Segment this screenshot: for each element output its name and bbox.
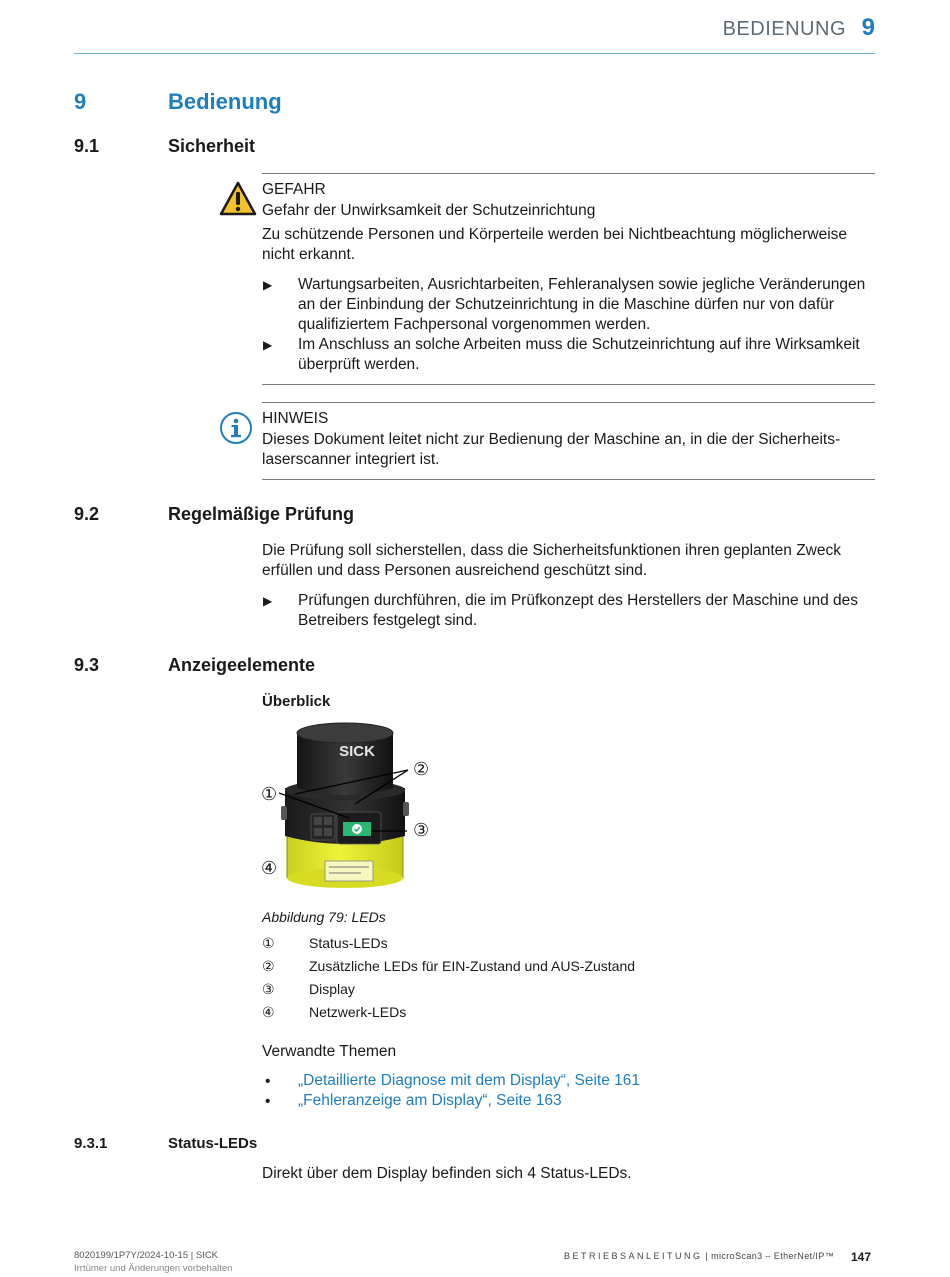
legend-number: ③	[262, 981, 275, 997]
scanner-brand-label: SICK	[339, 743, 375, 760]
chapter-title: Bedienung	[168, 89, 282, 114]
callout-3: ③	[413, 820, 430, 840]
chapter-number: 9	[74, 89, 87, 114]
note-bottom-rule	[262, 479, 875, 480]
section-9-2-text-line-2: erfüllen und dass Personen ausreichend geschützt sind.	[262, 562, 648, 579]
legend-text: Zusätzliche LEDs für EIN-Zustand und AUS-Zustand	[309, 958, 636, 974]
related-link-fehleranzeige[interactable]: „Fehleranzeige am Display“, Seite 163	[298, 1092, 562, 1109]
danger-bullet-1-line-2: an der Einbindung der Schutzeinrichtung in die Maschine dürfen nur von dafür	[298, 296, 834, 313]
running-header-title: BEDIENUNG	[722, 18, 846, 40]
info-icon	[219, 411, 253, 445]
danger-bullet-1-line-3: qualifiziertem Fachpersonal vorgenommen werden.	[298, 316, 651, 333]
header-divider	[74, 53, 875, 54]
danger-subtitle: Gefahr der Unwirksamkeit der Schutzeinrichtung	[262, 202, 596, 219]
note-text-line-2: laserscanner integriert ist.	[262, 451, 440, 468]
danger-top-rule	[262, 173, 875, 174]
running-header-chapter: 9	[861, 14, 875, 41]
section-9-3-1-title: Status-LEDs	[168, 1135, 258, 1152]
legend-number: ④	[262, 1004, 275, 1020]
section-9-2-title: Regelmäßige Prüfung	[168, 504, 355, 524]
footer-title	[564, 1251, 834, 1261]
legend-text: Display	[309, 981, 355, 997]
page-number: 147	[851, 1250, 872, 1264]
section-9-1-number: 9.1	[74, 136, 100, 156]
note-label: HINWEIS	[262, 410, 329, 427]
bullet-dot-icon: •	[265, 1073, 271, 1090]
callout-2: ②	[413, 759, 430, 779]
section-9-1-title: Sicherheit	[168, 136, 256, 156]
footer-disclaimer: Irrtümer und Änderungen vorbehalten	[74, 1263, 233, 1274]
overview-heading: Überblick	[262, 693, 331, 710]
note-top-rule	[262, 402, 875, 403]
legend-number: ①	[262, 935, 275, 951]
legend-text: Status-LEDs	[309, 935, 388, 951]
section-9-3-number: 9.3	[74, 655, 100, 675]
danger-bullet-2-line-2: überprüft werden.	[298, 356, 420, 373]
callout-1: ①	[261, 784, 278, 804]
warning-triangle-icon	[219, 181, 257, 216]
bullet-triangle-icon: ▶	[263, 338, 273, 352]
bullet-triangle-icon: ▶	[263, 594, 273, 608]
callout-4: ④	[261, 858, 278, 878]
section-9-3-title: Anzeigeelemente	[168, 655, 316, 675]
footer-product: | microScan3 – EtherNet/IP™	[702, 1251, 835, 1261]
legend-number: ②	[262, 958, 275, 974]
danger-bottom-rule	[262, 384, 875, 385]
related-topics-heading: Verwandte Themen	[262, 1043, 397, 1060]
note-text-line-1: Dieses Dokument leitet nicht zur Bedienung der Maschine an, in die der Sicherheits-	[262, 431, 841, 448]
footer-doctype: BETRIEBSANLEITUNG	[564, 1251, 703, 1261]
danger-text-line-2: nicht erkannt.	[262, 246, 356, 263]
section-9-2-bullet-line-1: Prüfungen durchführen, die im Prüfkonzept des Herstellers der Maschine und des	[298, 592, 859, 609]
section-9-3-1-number: 9.3.1	[74, 1135, 108, 1152]
footer-docref: 8020199/1P7Y/2024-10-15 | SICK	[74, 1250, 219, 1261]
bullet-triangle-icon: ▶	[263, 278, 273, 292]
scanner-figure	[255, 718, 445, 900]
danger-text-line-1: Zu schützende Personen und Körperteile werden bei Nichtbeachtung möglicherweise	[262, 226, 848, 243]
figure-caption: Abbildung 79: LEDs	[262, 909, 386, 925]
section-9-2-text-line-1: Die Prüfung soll sicherstellen, dass die Sicherheitsfunktionen ihren geplanten Zweck	[262, 542, 841, 559]
related-link-diagnose[interactable]: „Detaillierte Diagnose mit dem Display“, Seite 161	[298, 1072, 641, 1089]
bullet-dot-icon: •	[265, 1093, 271, 1110]
legend-text: Netzwerk-LEDs	[309, 1004, 407, 1020]
danger-label: GEFAHR	[262, 181, 326, 198]
section-9-3-1-text: Direkt über dem Display befinden sich 4 Status-LEDs.	[262, 1165, 632, 1182]
section-9-2-number: 9.2	[74, 504, 100, 524]
danger-bullet-1-line-1: Wartungsarbeiten, Ausrichtarbeiten, Fehleranalysen sowie jegliche Veränderungen	[298, 276, 866, 293]
danger-bullet-2-line-1: Im Anschluss an solche Arbeiten muss die Schutzeinrichtung auf ihre Wirksamkeit	[298, 336, 860, 353]
section-9-2-bullet-line-2: Betreibers festgelegt sind.	[298, 612, 478, 629]
